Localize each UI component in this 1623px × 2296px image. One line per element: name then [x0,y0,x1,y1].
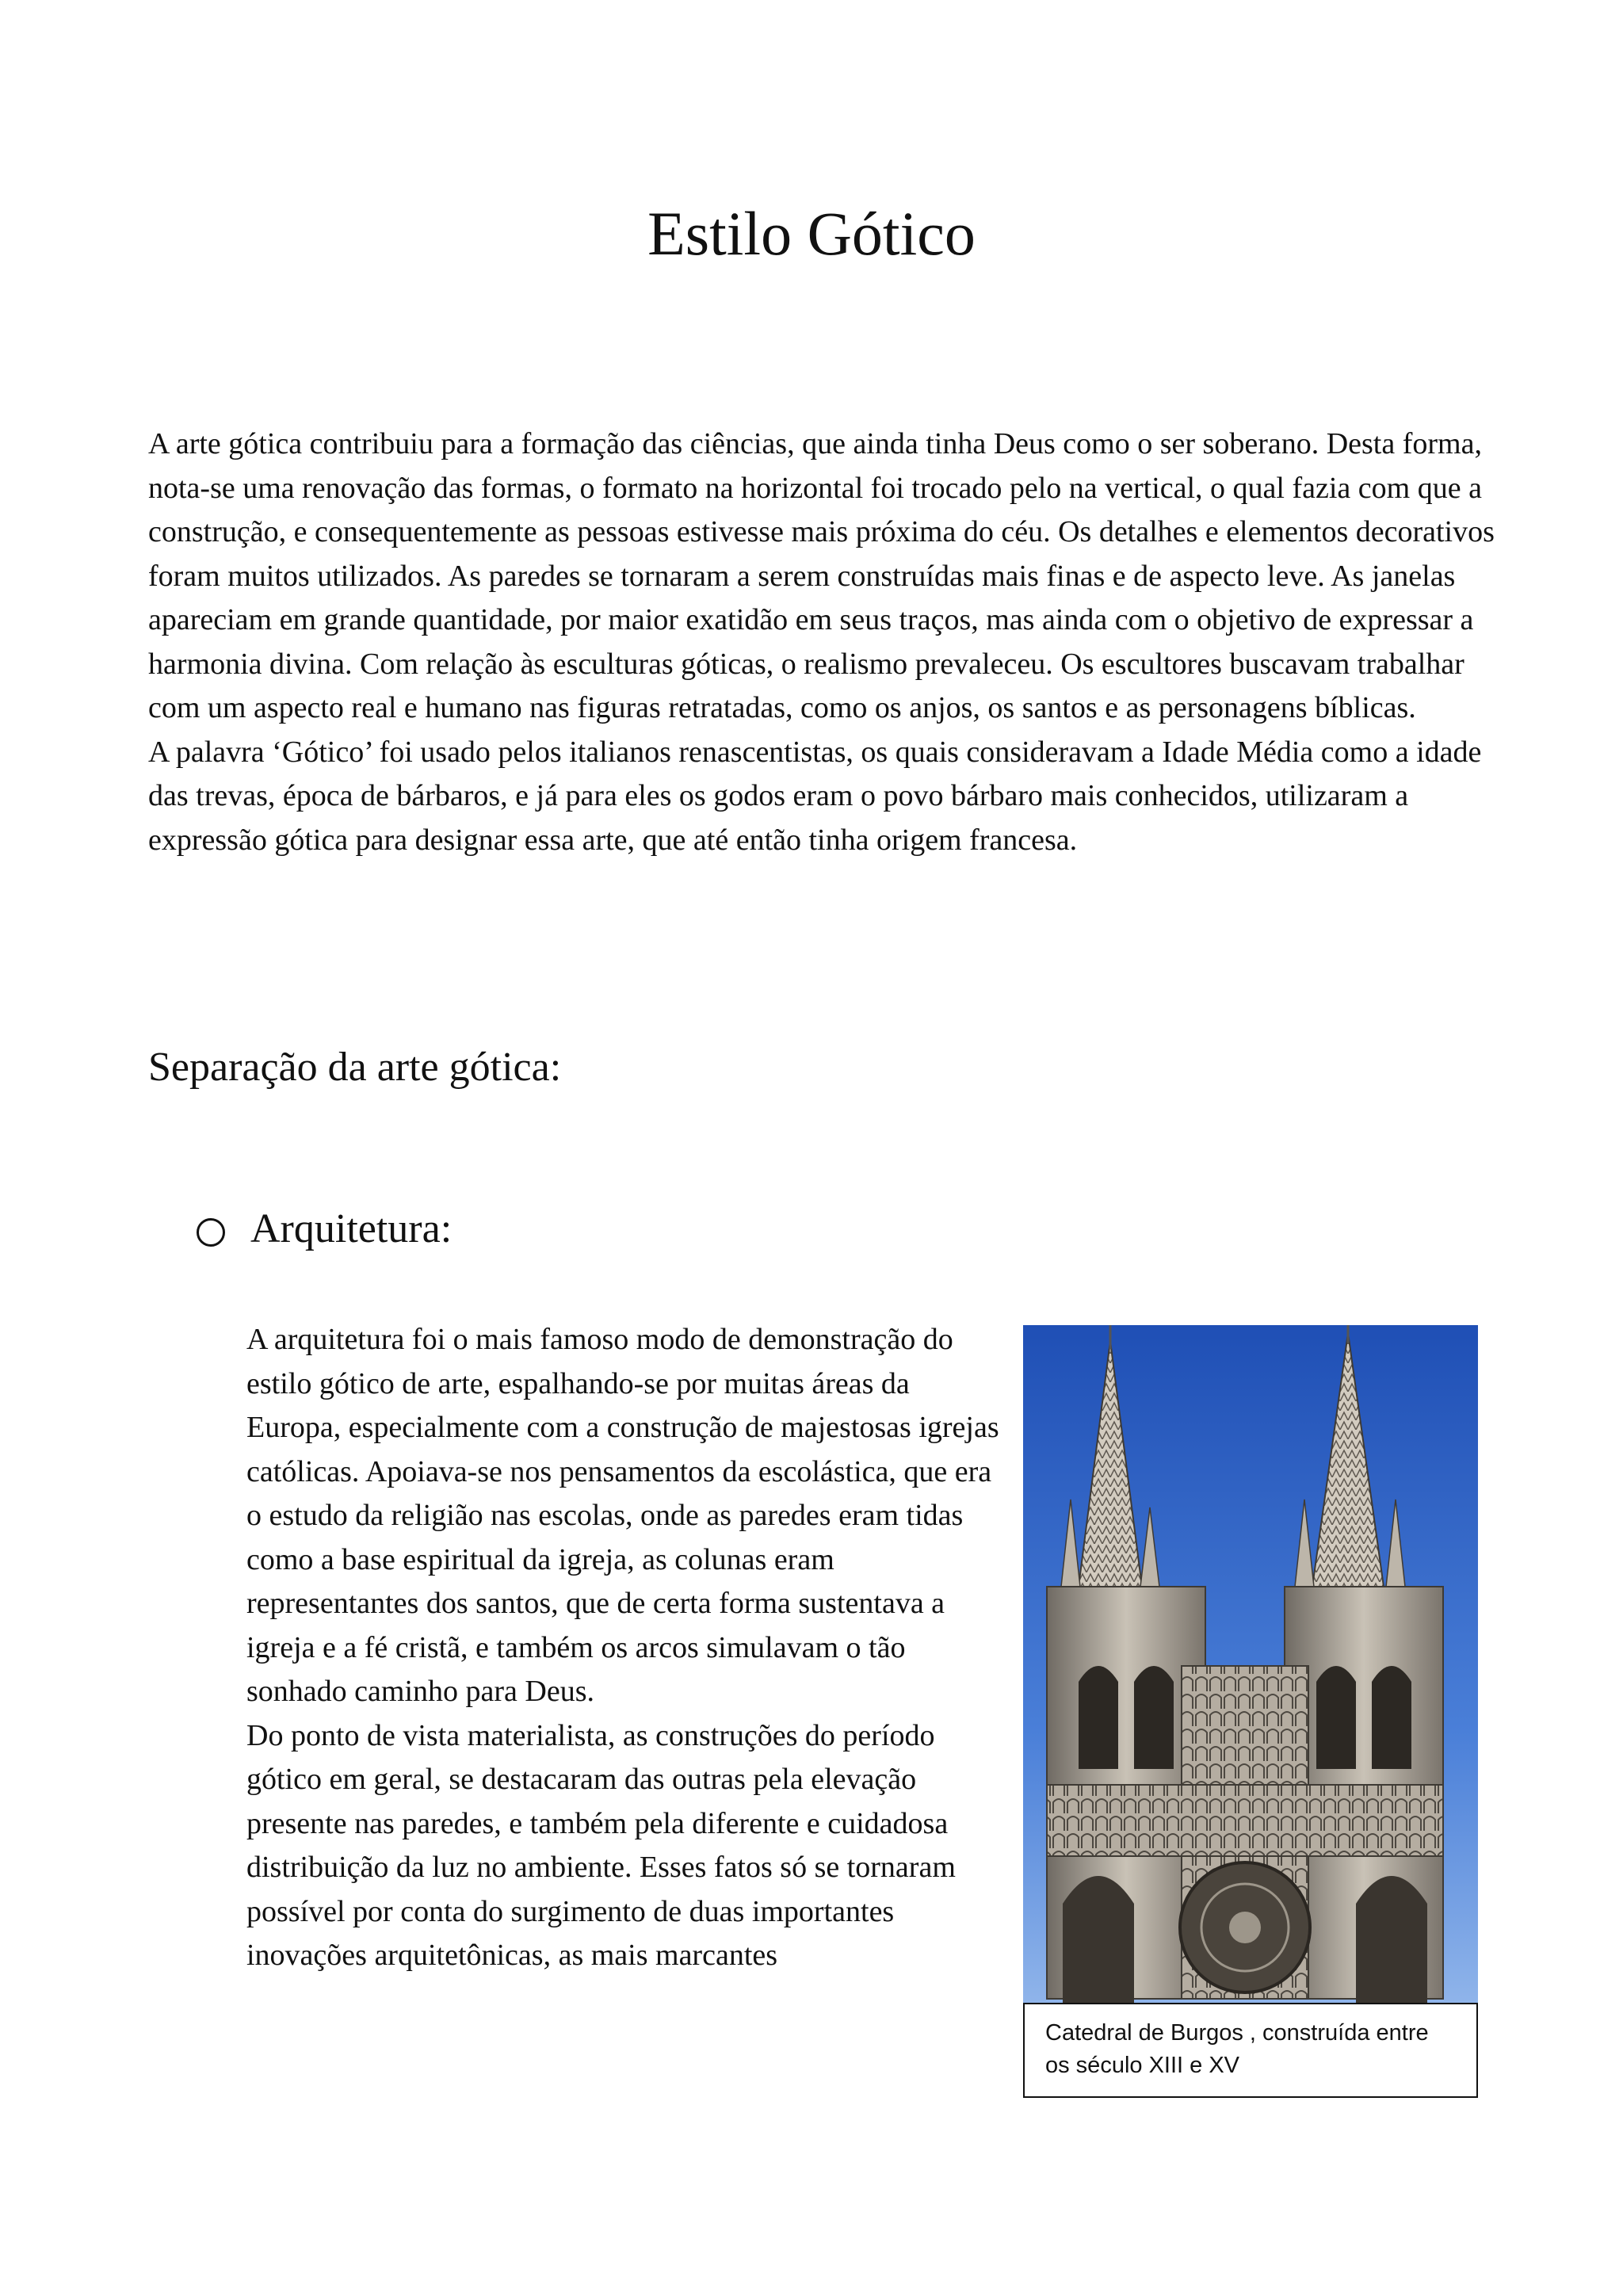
cathedral-photo [1023,1325,1478,2003]
subsection-heading [197,1205,452,1254]
architecture-paragraph-2: Do ponto de vista materialista, as construções do período gótico em geral, se destacaram das outras pela elevação presente nas paredes, e também pela diferente e cuidadosa distribuição da luz no ambiente. Esses fatos só se tornaram possível por conta do surgimento de duas importantes inovações arquitetônicas, as mais marcantes [246,1718,956,1972]
section-heading: Separação da arte gótica: [148,1045,562,1090]
architecture-text [246,1318,1007,1978]
figure-caption: Catedral de Burgos , construída entre os século XIII e XV [1023,2003,1478,2098]
intro-text [148,422,1495,862]
architecture-paragraph-1: A arquitetura foi o mais famoso modo de demonstração do estilo gótico de arte, espalhando-se por muitas áreas da Europa, especialmente com a construção de majestosas igrejas católicas. Apoiava-se nos pensamentos da escolástica, que era o estudo da religião nas escolas, onde as paredes eram tidas como a base espiritual da igreja, as colunas eram representantes dos santos, que de certa forma sustentava a igreja e a fé cristã, e também os arcos simulavam o tão sonhado caminho para Deus. [246,1323,999,1708]
subsection-heading-label: Arquitetura: [250,1206,453,1251]
intro-paragraph-1: A arte gótica contribuiu para a formação das ciências, que ainda tinha Deus como o ser soberano. Desta forma, nota-se uma renovação das formas, o formato na horizontal foi trocado pelo na vertical, o qual fazia com que a construção, e consequentemente as pessoas estivesse mais próxima do céu. Os detalhes e elementos decorativos foram muitos utilizados. As paredes se tornaram a serem construídas mais finas e de aspecto leve. As janelas apareciam em grande quantidade, por maior exatidão em seus traços, mas ainda com o objetivo de expressar a harmonia divina. Com relação às esculturas góticas, o realismo prevaleceu. Os escultores buscavam trabalhar com um aspecto real e humano nas figuras retratadas, como os anjos, os santos e as personagens bíblicas. [148,427,1495,724]
cathedral-figure [1023,1325,1478,2078]
intro-paragraph-2: A palavra ‘Gótico’ foi usado pelos italianos renascentistas, os quais consideravam a Idade Média como a idade das trevas, época de bárbaros, e já para eles os godos eram o povo bárbaro mais conhecidos, utilizaram a expressão gótica para designar essa arte, que até então tinha origem francesa. [148,735,1482,857]
cathedral-illustration [1023,1325,1478,2003]
hollow-bullet-icon [197,1218,225,1247]
page-title: Estilo Gótico [647,199,976,268]
